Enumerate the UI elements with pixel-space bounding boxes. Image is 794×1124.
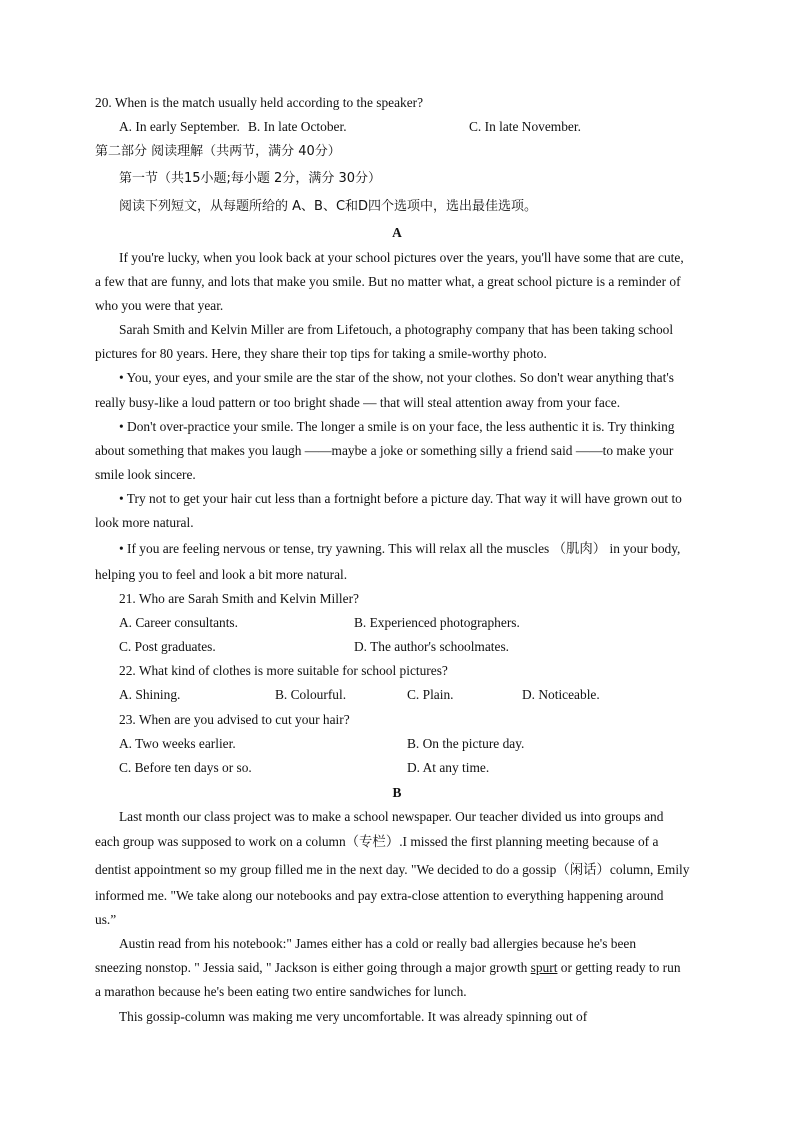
q21-option-c: C. Post graduates. <box>119 639 216 654</box>
passage-b-line <box>95 959 681 977</box>
passage-a-line: a few that are funny, and lots that make you smile. But no matter what, a great school picture is a reminder of <box>95 274 681 289</box>
passage-b-line: a marathon because he's been eating two entire sandwiches for lunch. <box>95 984 467 999</box>
passage-a-heading: A <box>392 225 402 240</box>
section1-title: 第一节（共15小题;每小题 2分，满分 30分） <box>119 171 381 186</box>
passage-a-line: If you're lucky, when you look back at your school pictures over the years, you'll have some that are cute, <box>119 250 684 265</box>
q20-option-c: C. In late November. <box>469 119 581 134</box>
passage-b-line: informed me. "We take along our notebooks and pay extra-close attention to everything happening around <box>95 888 664 903</box>
tip-bullet-line: smile look sincere. <box>95 467 196 482</box>
q22-stem: 22. What kind of clothes is more suitable for school pictures? <box>119 663 448 678</box>
part2-title: 第二部分 阅读理解（共两节，满分 40分） <box>95 144 341 159</box>
q22-option-d: D. Noticeable. <box>522 687 600 702</box>
q20-option-a: A. In early September. <box>119 119 240 134</box>
q21-stem: 21. Who are Sarah Smith and Kelvin Miller? <box>119 591 359 606</box>
q23-option-b: B. On the picture day. <box>407 736 525 751</box>
q21-option-a: A. Career consultants. <box>119 615 238 630</box>
q22-option-a: A. Shining. <box>119 687 181 702</box>
passage-a-line: who you were that year. <box>95 298 224 313</box>
passage-b-line: Last month our class project was to make a school newspaper. Our teacher divided us into groups and <box>119 809 664 824</box>
q20-option-b: B. In late October. <box>248 119 347 134</box>
q21-option-b: B. Experienced photographers. <box>354 615 520 630</box>
q22-option-c: C. Plain. <box>407 687 454 702</box>
instruction: 阅读下列短文，从每题所给的 A、B、C和D四个选项中，选出最佳选项。 <box>119 199 538 214</box>
passage-b-line: each group was supposed to work on a column（专栏）.I missed the first planning meeting because of a <box>95 834 659 849</box>
q21-option-d: D. The author's schoolmates. <box>354 639 510 654</box>
passage-b-heading: B <box>392 785 402 800</box>
passage-b-text: or getting ready to run <box>557 960 681 975</box>
passage-a-line: pictures for 80 years. Here, they share their top tips for taking a smile-worthy photo. <box>95 346 547 361</box>
passage-b-line: Austin read from his notebook:" James either has a cold or really bad allergies because he's been <box>119 936 637 951</box>
tip-bullet-line: • You, your eyes, and your smile are the star of the show, not your clothes. So don't wear anything that's <box>119 370 674 385</box>
tip-bullet-line: helping you to feel and look a bit more natural. <box>95 567 348 582</box>
passage-a-line: Sarah Smith and Kelvin Miller are from Lifetouch, a photography company that has been taking school <box>119 322 674 337</box>
q23-option-d: D. At any time. <box>407 760 490 775</box>
q23-option-c: C. Before ten days or so. <box>119 760 252 775</box>
passage-b-text: sneezing nonstop. " Jessia said, " Jackson is either going through a major growth <box>95 960 531 975</box>
tip-bullet-line: • If you are feeling nervous or tense, try yawning. This will relax all the muscles （肌肉） in your body, <box>119 541 681 556</box>
q20-stem: 20. When is the match usually held according to the speaker? <box>95 95 424 110</box>
tip-bullet-line: really busy-like a loud pattern or too bright shade — that will steal attention away from your face. <box>95 395 621 410</box>
tip-bullet-line: • Try not to get your hair cut less than a fortnight before a picture day. That way it will have grown out to <box>119 491 682 506</box>
passage-b-line: dentist appointment so my group filled me in the next day. "We decided to do a gossip（闲话）column, Emily <box>95 862 690 877</box>
q23-stem: 23. When are you advised to cut your hair? <box>119 712 350 727</box>
passage-b-line: This gossip-column was making me very uncomfortable. It was already spinning out of <box>119 1009 588 1024</box>
passage-b-line: us.” <box>95 912 117 927</box>
underlined-word-spurt: spurt <box>530 960 558 975</box>
q23-option-a: A. Two weeks earlier. <box>119 736 236 751</box>
tip-bullet-line: about something that makes you laugh ——maybe a joke or something silly a friend said ——to make your <box>95 443 674 458</box>
tip-bullet-line: look more natural. <box>95 515 194 530</box>
tip-bullet-line: • Don't over-practice your smile. The longer a smile is on your face, the less authentic it is. Try thinking <box>119 419 675 434</box>
q22-option-b: B. Colourful. <box>275 687 347 702</box>
